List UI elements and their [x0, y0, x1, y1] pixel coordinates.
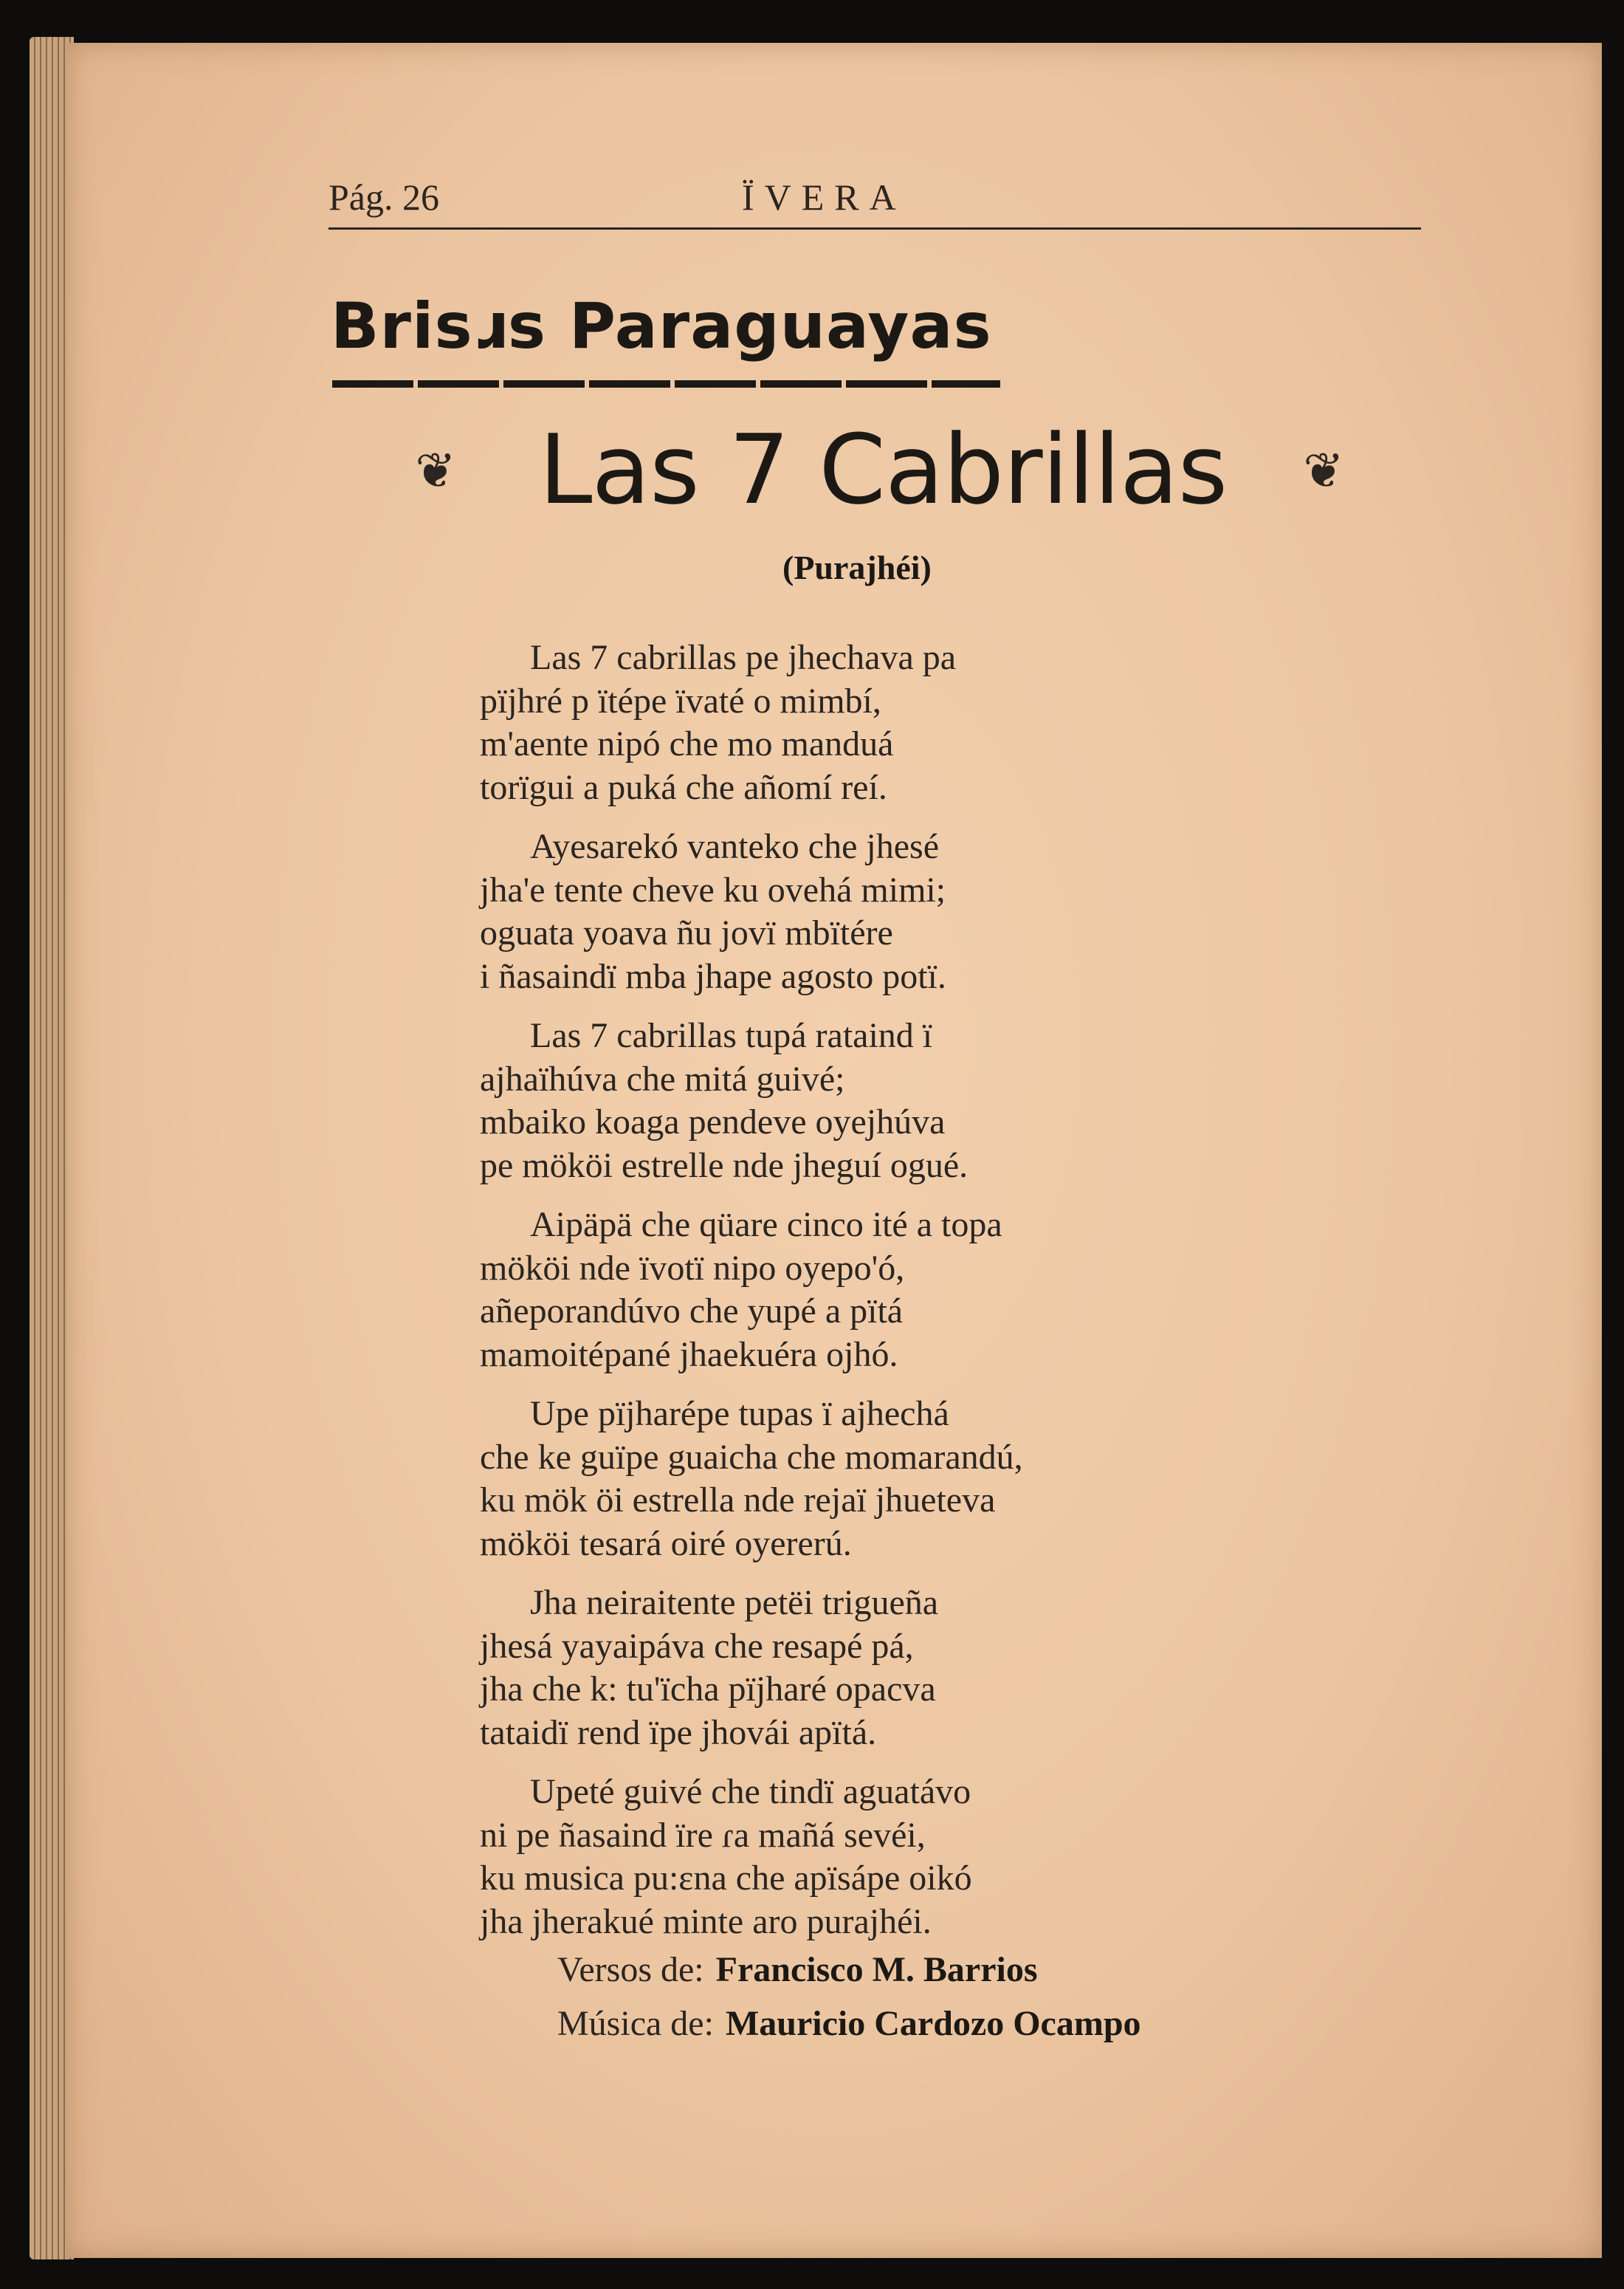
stanza — [480, 1582, 1292, 1754]
fleuron-ornament-icon-left: ❦ — [415, 442, 456, 499]
verse-line: mököi nde ïvotï nipo oyepo'ó, — [480, 1248, 905, 1288]
verse-line: mamoitépané jhaekuéra ojhó. — [480, 1334, 898, 1374]
stanza — [480, 1204, 1292, 1376]
verse-line: Jha neiraitente petëi trigueña — [530, 1583, 939, 1622]
verse-line: añeporandúvo che yupé a pïtá — [480, 1291, 904, 1331]
verse-line: Upe pïjharépe tupas ï ajhechá — [530, 1394, 949, 1433]
verse-line: i ñasaindï mba jhape agosto potï. — [480, 956, 946, 996]
publication-title: ÏVERA — [742, 176, 906, 218]
stanza — [480, 826, 1292, 998]
verse-line: ku musica pu:ɛna che apïsápe oikó — [480, 1859, 972, 1898]
verse-line: mbaiko koaga pendeve oyejhúva — [480, 1102, 946, 1142]
verse-line: Las 7 cabrillas tupá rataind ï — [530, 1016, 933, 1055]
stanza — [480, 1771, 1292, 1943]
poem-body — [480, 636, 1292, 1960]
stanza — [480, 1015, 1292, 1187]
section-title: Brisɹs Paraguayas — [331, 289, 992, 363]
verse-line: jha jherakué minte aro purajhéi. — [480, 1901, 932, 1941]
verse-line: Upeté guivé che tindï aguatávo — [530, 1772, 971, 1811]
music-credit-label: Música de: — [557, 2004, 714, 2043]
song-credits — [557, 1949, 1369, 2057]
song-title: Las 7 Cabrillas — [539, 413, 1228, 526]
verse-line: ni pe ñasaind ïre ɾa mañá sevéi, — [480, 1815, 926, 1855]
page-number: Pág. 26 — [328, 176, 439, 218]
lyrics-author: Francisco M. Barrios — [715, 1950, 1038, 1989]
stanza — [480, 1393, 1292, 1565]
verse-line: ajhaïhúva che mitá guivé; — [480, 1059, 845, 1099]
verse-line: jha che k: tu'ïcha pïjharé opacva — [480, 1669, 936, 1709]
verse-line: Las 7 cabrillas pe jhechava pa — [530, 638, 957, 677]
verse-line: jhesá yayaipáva che resapé pá, — [480, 1626, 914, 1666]
verse-line: che ke guïpe guaicha che momarandú, — [480, 1437, 1023, 1477]
music-credit — [557, 2003, 1369, 2044]
verse-line: pïjhré p ïtépe ïvaté o mimbí, — [480, 681, 881, 721]
verse-line: pe mököi estrelle nde jheguí ogué. — [480, 1145, 968, 1185]
verse-line: Aipäpä che qüare cinco ité a topa — [530, 1205, 1002, 1244]
fleuron-ornament-icon-right: ❦ — [1303, 442, 1344, 499]
page-header — [328, 176, 1421, 230]
verse-line: ku mök öi estrella nde rejaï jhueteva — [480, 1480, 996, 1520]
verse-line: mököi tesará oiré oyererú. — [480, 1523, 852, 1563]
verse-line: oguata yoava ñu jovï mbïtére — [480, 913, 893, 953]
verse-line: jha'e tente cheve ku ovehá mimi; — [480, 870, 946, 910]
verse-line: Ayesarekó vanteko che jhesé — [530, 827, 940, 866]
lyrics-credit — [557, 1949, 1369, 1990]
section-title-underline — [332, 380, 1000, 388]
music-author: Mauricio Cardozo Ocampo — [725, 2004, 1141, 2043]
lyrics-credit-label: Versos de: — [557, 1950, 704, 1989]
song-genre: (Purajhéi) — [782, 549, 932, 586]
stanza — [480, 636, 1292, 809]
verse-line: torïgui a puká che añomí reí. — [480, 767, 887, 807]
verse-line: tataidï rend ïpe jhovái apïtá. — [480, 1712, 877, 1752]
verse-line: m'aente nipó che mo manduá — [480, 724, 894, 763]
